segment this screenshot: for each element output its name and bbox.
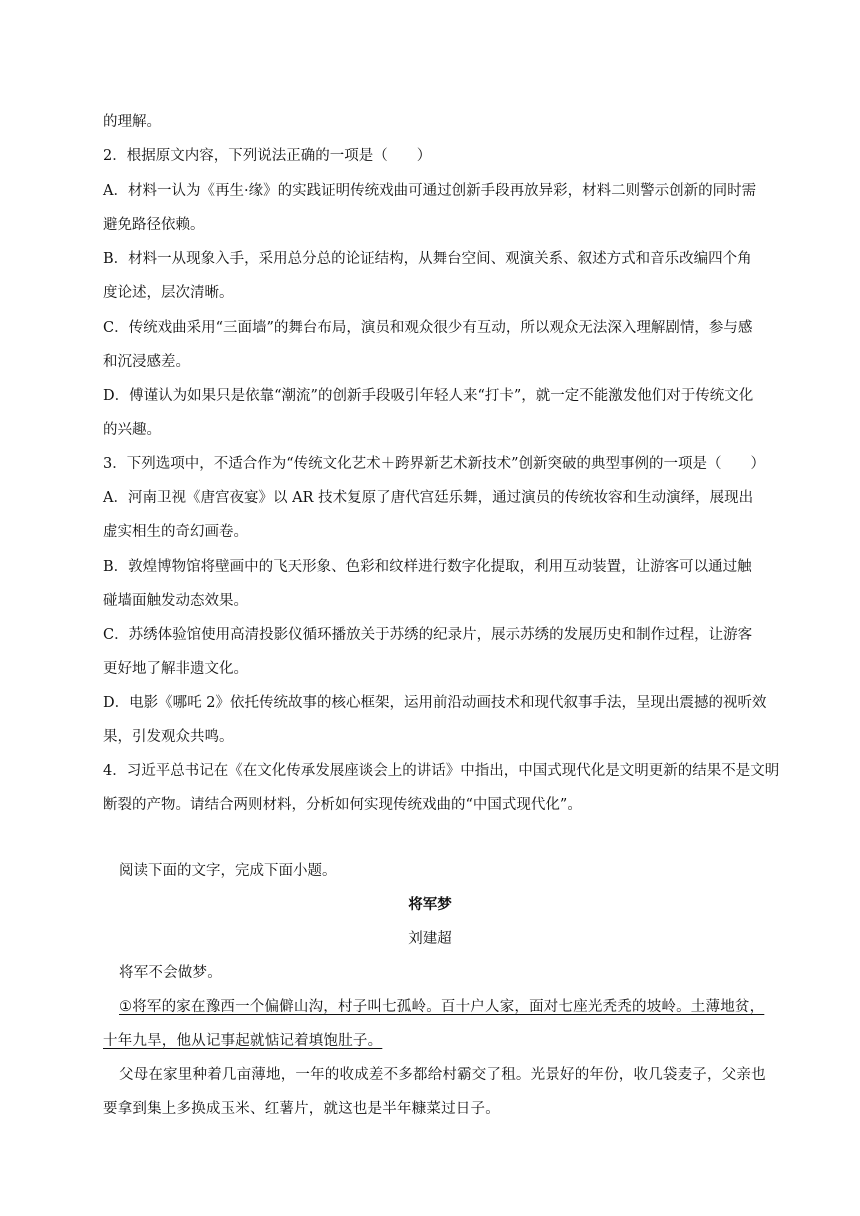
- option-b-continued: 碰墙面触发动态效果。: [103, 593, 248, 609]
- question-4: 4．习近平总书记在《在文化传承发展座谈会上的讲话》中指出，中国式现代化是文明更新的结果不是文明: [103, 763, 780, 779]
- option-a: A．河南卫视《唐宫夜宴》以 AR 技术复原了唐代宫廷乐舞，通过演员的传统妆容和生动演绎，展现出: [103, 490, 754, 506]
- option-c: C．传统戏曲采用“三面墙”的舞台布局，演员和观众很少有互动，所以观众无法深入理解剧情，参与感: [103, 320, 753, 336]
- question-2: 2．根据原文内容，下列说法正确的一项是（ ）: [103, 148, 432, 164]
- option-b: B．材料一从现象入手，采用总分总的论证结构，从舞台空间、观演关系、叙述方式和音乐改编四个角: [103, 251, 752, 267]
- option-b: B．敦煌博物馆将壁画中的飞天形象、色彩和纹样进行数字化提取，利用互动装置，让游客可以通过触: [103, 559, 752, 575]
- story-paragraph-3-line-2: 要拿到集上多换成玉米、红薯片，就这也是半年糠菜过日子。: [103, 1101, 500, 1117]
- story-author: 刘建超: [408, 931, 452, 947]
- option-c-continued: 和沉浸感差。: [103, 354, 190, 370]
- option-c: C．苏绣体验馆使用高清投影仪循环播放关于苏绣的纪录片，展示苏绣的发展历史和制作过程，让游客: [103, 627, 753, 643]
- option-a-continued: 虚实相生的奇幻画卷。: [103, 524, 248, 540]
- story-paragraph-2-line-1: ①将军的家在豫西一个偏僻山沟，村子叫七孤岭。百十户人家，面对七座光秃秃的坡岭。土薄地贫，: [119, 999, 765, 1015]
- story-paragraph-1: 将军不会做梦。: [119, 965, 222, 981]
- option-d-continued: 的兴趣。: [103, 422, 161, 438]
- option-d: D．傅谨认为如果只是依靠“潮流”的创新手段吸引年轻人来“打卡”，就一定不能激发他们对于传统文化: [103, 388, 754, 404]
- question-3: 3．下列选项中，不适合作为“传统文化艺术＋跨界新艺术新技术”创新突破的典型事例的一项是（ ）: [103, 456, 766, 472]
- question-4-continued: 断裂的产物。请结合两则材料，分析如何实现传统戏曲的“中国式现代化”。: [103, 797, 582, 813]
- option-d: D．电影《哪吒 2》依托传统故事的核心框架，运用前沿动画技术和现代叙事手法，呈现出震撼的视听效: [103, 695, 767, 711]
- option-d-continued: 果，引发观众共鸣。: [103, 729, 234, 745]
- text-line: 的理解。: [103, 114, 161, 130]
- option-b-continued: 度论述，层次清晰。: [103, 285, 234, 301]
- option-a-continued: 避免路径依赖。: [103, 217, 205, 233]
- reading-instruction: 阅读下面的文字，完成下面小题。: [119, 863, 337, 879]
- story-title: 将军梦: [408, 897, 452, 913]
- story-paragraph-3-line-1: 父母在家里种着几亩薄地，一年的收成差不多都给村霸交了租。光景好的年份，收几袋麦子，父亲也: [119, 1067, 766, 1083]
- option-c-continued: 更好地了解非遗文化。: [103, 661, 248, 677]
- option-a: A．材料一认为《再生·缘》的实践证明传统戏曲可通过创新手段再放异彩，材料二则警示创新的同时需: [103, 183, 757, 199]
- story-paragraph-2-line-2: 十年九旱，他从记事起就惦记着填饱肚子。: [103, 1033, 383, 1049]
